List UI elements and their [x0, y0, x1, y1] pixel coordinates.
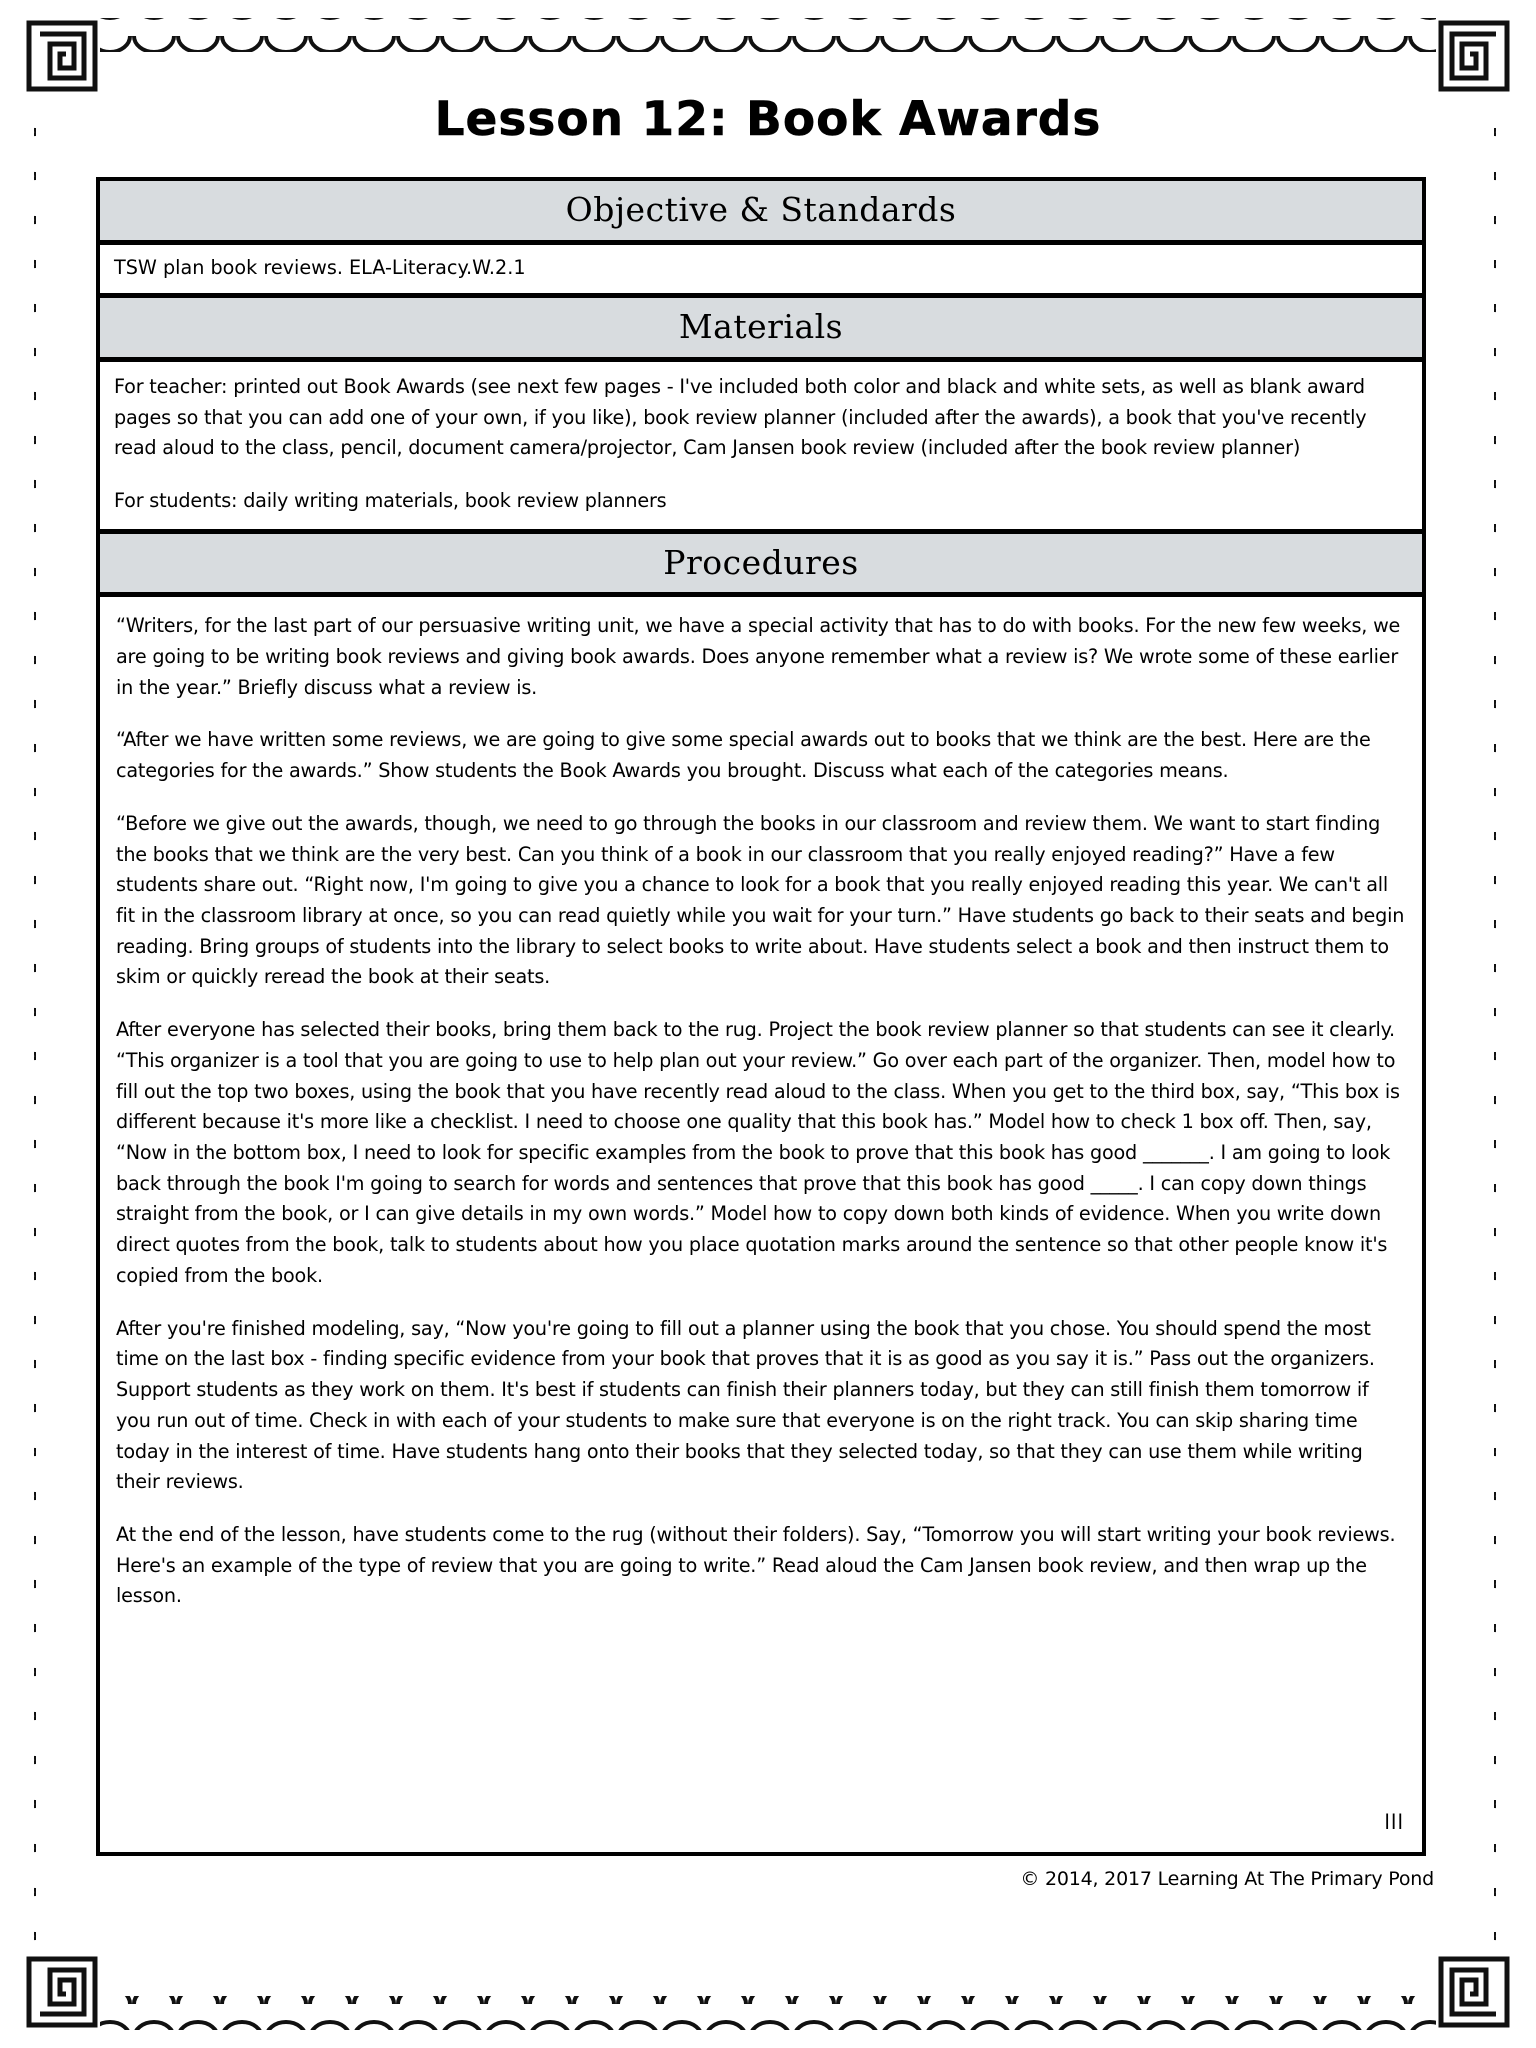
page-number-mark: lll [1384, 1810, 1404, 1835]
page-title: Lesson 12: Book Awards [434, 92, 1102, 147]
lesson-content [96, 74, 1440, 1974]
materials-paragraph: For teacher: printed out Book Awards (see next few pages - I've included both color and black and white sets, as well as blank award pages so that you can add one of your own, if you like), book review planner (included after the awards), a book that you've recently read aloud to the class, pencil, document camera/projector, Cam Jansen book review (included after the book review planner) [114, 374, 1367, 460]
procedures-paragraph: “Before we give out the awards, though, we need to go through the books in our classroom and review them. We want to start finding the books that we think are the very best. Can you think of a book in our classroom that you really enjoyed reading?” Have a few students share out. “Right now, I'm going to give you a chance to look for a book that you really enjoyed reading this year. We can't all fit in the classroom library at once, so you can read quietly while you wait for your turn.” Have students go back to their seats and begin reading. Bring groups of students into the library to select books to write about. Have students select a book and then instruct them to skim or quickly reread the book at their seats. [116, 811, 1405, 989]
corner-spiral-icon-top-left [26, 20, 98, 92]
corner-spiral-icon-bottom-right [1438, 1956, 1510, 2028]
corner-spiral-icon-bottom-left [26, 1956, 98, 2028]
materials-paragraph: For students: daily writing materials, book review planners [114, 489, 667, 513]
procedures-paragraph: At the end of the lesson, have students come to the rug (without their folders). Say, “Tomorrow you will start writing your book reviews. Here's an example of the type of review that you are going to write.” Read aloud the Cam Jansen book review, and then wrap up the lesson. [116, 1522, 1396, 1608]
procedures-heading: Procedures [100, 529, 1422, 598]
materials-body [100, 362, 1422, 529]
copyright-notice: © 2014, 2017 Learning At The Primary Pond [1020, 1868, 1434, 1891]
procedures-paragraph: After you're finished modeling, say, “Now you're going to fill out a planner using the book that you chose. You should spend the most time on the last box - finding specific evidence from your book that proves that it is as good as you say it is.” Pass out the organizers. Support students as they work on them. It's best if students can finish their planners today, but they can still finish them tomorrow if you run out of time. Check in with each of your students to make sure that everyone is on the right track. You can skip sharing time today in the interest of time. Have students hang onto their books that they selected today, so that they can use them while writing their reviews. [116, 1316, 1375, 1494]
procedures-paragraph: “Writers, for the last part of our persuasive writing unit, we have a special activity that has to do with books. For the new few weeks, we are going to be writing book reviews and giving book awards. Does anyone remember what a review is? We wrote some of these earlier in the year.” Briefly discuss what a review is. [116, 614, 1401, 699]
objective-standards-section [96, 177, 1426, 1856]
procedures-paragraph: After everyone has selected their books, bring them back to the rug. Project the book review planner so that students can see it clearly. “This organizer is a tool that you are going to use to help plan out your review.” Go over each part of the organizer. Then, model how to fill out the top two boxes, using the book that you have recently read aloud to the class. When you get to the third box, say, “This box is different because it's more like a checklist. I need to choose one quality that this book has.” Model how to check 1 box off. Then, say, “Now in the bottom box, I need to look for specific examples from the book to prove that this book has good _______. I am going to look back through the book I'm going to search for words and sentences that prove that this book has good _____. I can copy down things straight from the book, or I can give details in my own words.” Model how to copy down both kinds of evidence. When you write down direct quotes from the book, talk to students about how you place quotation marks around the sentence so that other people know it's copied from the book. [116, 1018, 1400, 1287]
objective-standards-heading: Objective & Standards [100, 181, 1422, 245]
procedures-body [100, 597, 1422, 1852]
materials-heading: Materials [100, 293, 1422, 362]
objective-standards-body: TSW plan book reviews. ELA-Literacy.W.2.1 [114, 255, 526, 279]
procedures-paragraph: “After we have written some reviews, we are going to give some special awards out to books that we think are the best. Here are the categories for the awards.” Show students the Book Awards you brought. Discuss what each of the categories means. [116, 728, 1371, 783]
corner-spiral-icon-top-right [1438, 20, 1510, 92]
